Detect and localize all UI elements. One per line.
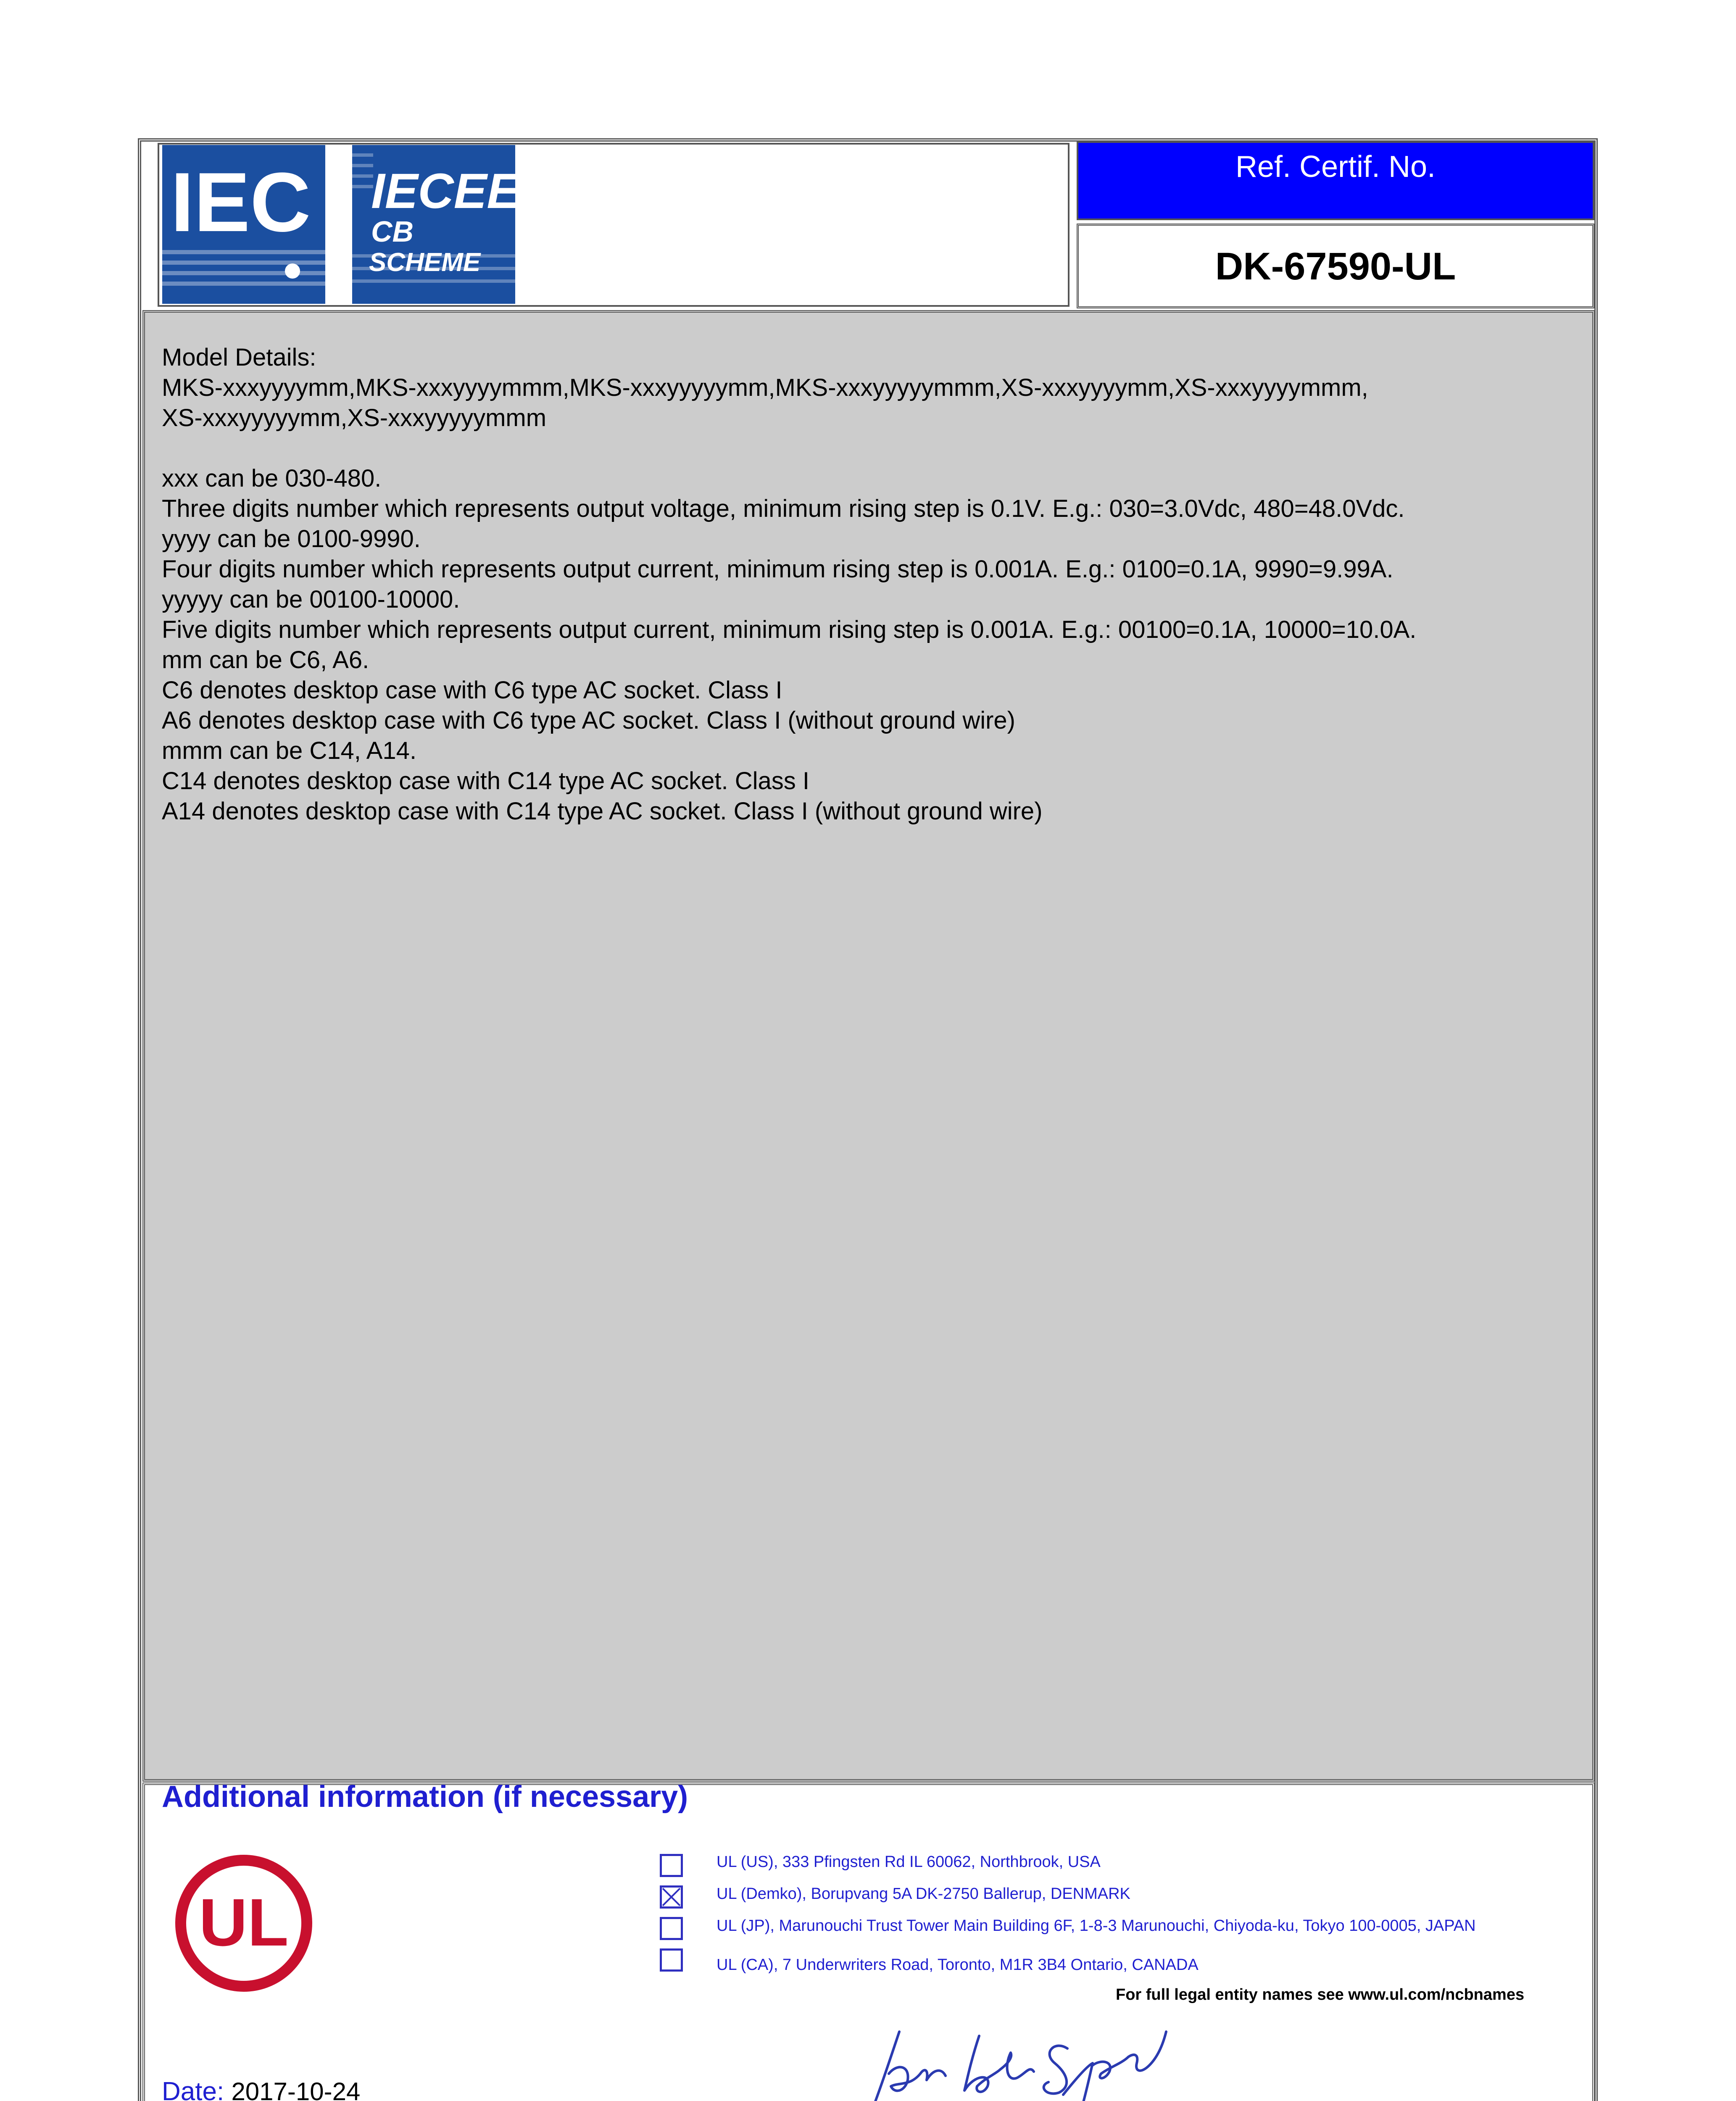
date-field <box>162 2077 360 2101</box>
date-label: Date: <box>162 2077 224 2101</box>
checkmark-x-icon <box>662 1888 681 1906</box>
iec-logo <box>162 145 325 304</box>
model-detail-line: Five digits number which represents output current, minimum rising step is 0.001A. E.g.: 00100=0.1A, 10000=10.0A. <box>162 616 1417 643</box>
address-ul-demko: UL (Demko), Borupvang 5A DK-2750 Ballerup, DENMARK <box>717 1885 1130 1903</box>
iec-logo-text: IEC <box>171 155 311 249</box>
model-detail-line: C14 denotes desktop case with C14 type AC socket. Class I <box>162 767 810 795</box>
model-detail-line: yyyyy can be 00100-10000. <box>162 586 460 613</box>
date-value: 2017-10-24 <box>231 2077 361 2101</box>
model-detail-line: mmm can be C14, A14. <box>162 737 417 764</box>
scheme-logo-text: SCHEME <box>369 248 481 277</box>
address-ul-us: UL (US), 333 Pfingsten Rd IL 60062, Northbrook, USA <box>717 1853 1101 1871</box>
checkbox-ul-ca[interactable] <box>660 1948 683 1972</box>
model-details-heading: Model Details: <box>162 344 316 371</box>
checkbox-ul-demko[interactable] <box>660 1885 683 1909</box>
checkbox-ul-jp[interactable] <box>660 1917 683 1940</box>
legal-entity-note: For full legal entity names see www.ul.com/ncbnames <box>1116 1986 1525 2004</box>
ul-logo-text: UL <box>199 1885 289 1960</box>
model-detail-line: yyyy can be 0100-9990. <box>162 525 421 553</box>
handwritten-signature <box>819 2023 1185 2101</box>
model-detail-line: xxx can be 030-480. <box>162 465 382 492</box>
iecee-logo-text: IECEE <box>371 163 515 219</box>
model-detail-line: A14 denotes desktop case with C14 type AC socket. Class I (without ground wire) <box>162 798 1043 825</box>
model-details-text <box>162 342 1582 827</box>
ref-certif-number: DK-67590-UL <box>1077 224 1594 308</box>
additional-info-title: Additional information (if necessary) <box>162 1780 688 1814</box>
model-list-line: MKS-xxxyyyymm,MKS-xxxyyyymmm,MKS-xxxyyyyymm,MKS-xxxyyyyymmm,XS-xxxyyyymm,XS-xxxyyyymmm, <box>162 374 1368 401</box>
model-detail-line: C6 denotes desktop case with C6 type AC socket. Class I <box>162 677 782 704</box>
ul-logo <box>174 1854 313 1993</box>
ref-certif-label: Ref. Certif. No. <box>1077 141 1594 220</box>
iecee-cb-scheme-logo <box>352 145 515 304</box>
model-detail-line: A6 denotes desktop case with C6 type AC socket. Class I (without ground wire) <box>162 707 1015 734</box>
model-detail-line: Three digits number which represents output voltage, minimum rising step is 0.1V. E.g.: 030=3.0Vdc, 480=48.0Vdc. <box>162 495 1405 522</box>
checkbox-ul-us[interactable] <box>660 1854 683 1877</box>
model-detail-line: Four digits number which represents output current, minimum rising step is 0.001A. E.g.: 0100=0.1A, 9990=9.99A. <box>162 556 1394 583</box>
address-ul-ca: UL (CA), 7 Underwriters Road, Toronto, M1R 3B4 Ontario, CANADA <box>717 1956 1199 1974</box>
model-detail-line: mm can be C6, A6. <box>162 646 369 674</box>
cb-logo-text: CB <box>371 215 414 248</box>
address-ul-jp: UL (JP), Marunouchi Trust Tower Main Building 6F, 1-8-3 Marunouchi, Chiyoda-ku, Tokyo 100-0005, JAPAN <box>717 1917 1476 1935</box>
model-list-line: XS-xxxyyyyymm,XS-xxxyyyyymmm <box>162 404 547 432</box>
